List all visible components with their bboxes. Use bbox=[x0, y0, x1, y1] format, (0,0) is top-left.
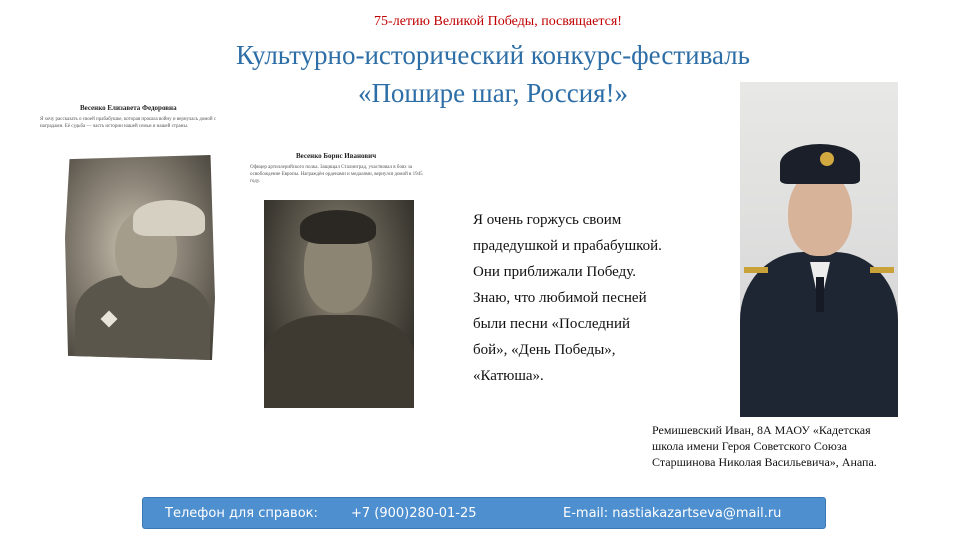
caption-line-3: Старшинова Николая Васильевича», Анапа. bbox=[652, 455, 877, 469]
cap-badge-icon bbox=[820, 152, 834, 166]
phone-number[interactable]: +7 (900)280-01-25 bbox=[351, 506, 477, 521]
shoulder-stripe-left bbox=[744, 267, 768, 273]
student-photo bbox=[740, 82, 898, 417]
title-line-1: Культурно-исторический конкурс-фестиваль bbox=[236, 40, 750, 70]
quote-line: Я очень горжусь своим bbox=[473, 212, 622, 228]
email-link[interactable]: E-mail: nastiakazartseva@mail.ru bbox=[563, 506, 782, 521]
shoulder-stripe-right bbox=[870, 267, 894, 273]
quote-line: «Катюша». bbox=[473, 368, 544, 384]
phone-label: Телефон для справок: bbox=[165, 506, 318, 521]
great-grandfather-photo bbox=[264, 200, 414, 408]
quote-line: прадедушкой и прабабушкой. bbox=[473, 238, 662, 254]
photo-hair bbox=[300, 210, 376, 244]
quote-line: были песни «Последний bbox=[473, 316, 631, 332]
student-caption bbox=[652, 422, 942, 470]
title-line-2: «Пошире шаг, Россия!» bbox=[357, 78, 629, 108]
contact-bar bbox=[142, 497, 826, 529]
caption-line-2: школа имени Героя Советского Союза bbox=[652, 439, 847, 453]
garrison-cap bbox=[780, 144, 860, 184]
dedication-line: 75-летию Великой Победы, посвящается! bbox=[374, 14, 622, 29]
photo-figure-body bbox=[264, 315, 414, 408]
quote-text bbox=[473, 207, 723, 389]
caption-line-1: Ремишевский Иван, 8А МАОУ «Кадетская bbox=[652, 423, 871, 437]
great-grandmother-photo bbox=[65, 155, 215, 360]
quote-line: Они приближали Победу. bbox=[473, 264, 636, 280]
document-2-text: Офицер артиллерийского полка. Защищал Сталинград, участвовал в боях за освобождение Европы. Награждён орденами и медалями, вернулся домой в 1945 году. bbox=[250, 165, 423, 184]
tie bbox=[816, 277, 824, 312]
document-2-name: Весенко Борис Иванович bbox=[296, 152, 377, 160]
document-1-text: Я хочу рассказать о своей прабабушке, которая прошла войну и вернулась домой с наградами. Её судьба — часть истории нашей семьи и нашей страны. bbox=[40, 117, 216, 129]
quote-line: бой», «День Победы», bbox=[473, 342, 616, 358]
document-1-name: Весенко Елизавета Федоровна bbox=[80, 104, 177, 112]
photo-headscarf bbox=[133, 200, 205, 236]
quote-line: Знаю, что любимой песней bbox=[473, 290, 647, 306]
